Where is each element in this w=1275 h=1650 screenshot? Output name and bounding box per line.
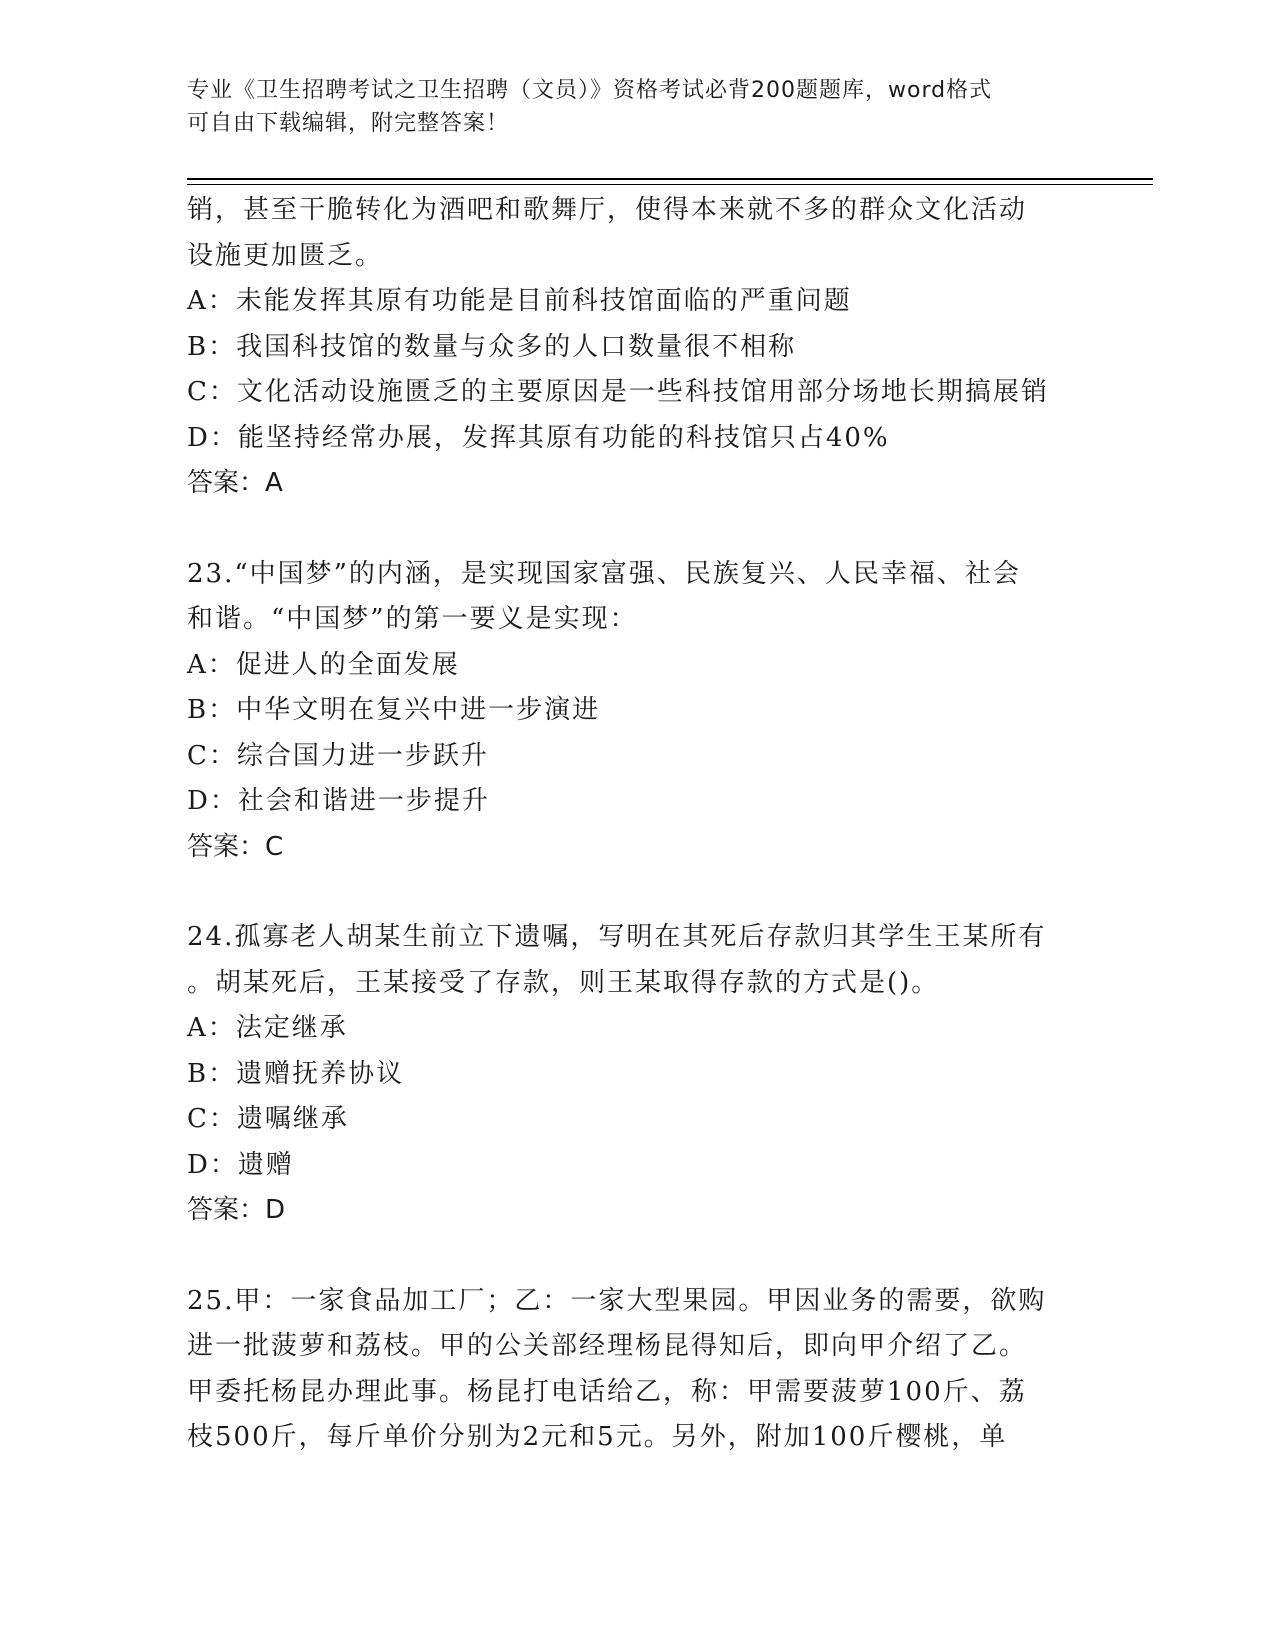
question-25 (187, 1279, 1067, 1461)
question-stem-line: 进一批菠萝和荔枝。甲的公关部经理杨昆得知后，即向甲介绍了乙。 (187, 1331, 1028, 1361)
option-a: A：法定继承 (187, 1013, 348, 1043)
option-d: D：能坚持经常办展，发挥其原有功能的科技馆只占40% (187, 422, 890, 453)
question-stem-line: 23.“中国梦”的内涵，是实现国家富强、民族复兴、人民幸福、社会 (187, 558, 1021, 589)
option-a: A：未能发挥其原有功能是目前科技馆面临的严重问题 (187, 286, 852, 316)
question-23 (187, 552, 1067, 871)
option-c: C：文化活动设施匮乏的主要原因是一些科技馆用部分场地长期搞展销 (187, 377, 1049, 407)
option-b: B：中华文明在复兴中进一步演进 (187, 695, 601, 725)
option-b: B：我国科技馆的数量与众多的人口数量很不相称 (187, 331, 797, 362)
header-rule-thick (187, 178, 1153, 180)
answer-line: 答案：A (187, 468, 283, 498)
option-d: D：社会和谐进一步提升 (187, 786, 490, 816)
header-rule-thin (187, 184, 1153, 185)
question-stem-line: 和谐。“中国梦”的第一要义是实现： (187, 604, 638, 634)
header-line-1: 专业《卫生招聘考试之卫生招聘（文员）》资格考试必背200题题库，word格式 (187, 78, 993, 103)
option-a: A：促进人的全面发展 (187, 649, 460, 680)
question-24 (187, 915, 1067, 1234)
question-stem-line: 销，甚至干脆转化为酒吧和歌舞厅，使得本来就不多的群众文化活动 (187, 195, 1028, 225)
question-stem-line: 24.孤寡老人胡某生前立下遗嘱，写明在其死后存款归其学生王某所有 (187, 922, 1047, 952)
answer-line: 答案：C (187, 831, 284, 862)
question-stem-line: 。胡某死后，王某接受了存款，则王某取得存款的方式是()。 (187, 967, 940, 998)
spacer (187, 507, 1067, 552)
question-stem-line: 甲委托杨昆办理此事。杨昆打电话给乙，称：甲需要菠萝100斤、荔 (187, 1376, 1027, 1407)
answer-line: 答案：D (187, 1195, 286, 1225)
question-stem-line: 设施更加匮乏。 (187, 240, 384, 271)
spacer (187, 1234, 1067, 1279)
spacer (187, 870, 1067, 915)
question-stem-line: 枝500斤，每斤单价分别为2元和5元。另外，附加100斤樱桃，单 (187, 1422, 1008, 1452)
header-line-2: 可自由下载编辑，附完整答案！ (187, 111, 510, 136)
question-22 (187, 188, 1067, 507)
option-c: C：综合国力进一步跃升 (187, 740, 489, 771)
option-c: C：遗嘱继承 (187, 1104, 349, 1134)
document-body (187, 188, 1067, 1461)
question-stem-line: 25.甲：一家食品加工厂；乙：一家大型果园。甲因业务的需要，欲购 (187, 1285, 1047, 1316)
option-d: D：遗赠 (187, 1149, 294, 1180)
document-header (187, 74, 1067, 140)
option-b: B：遗赠抚养协议 (187, 1058, 405, 1089)
